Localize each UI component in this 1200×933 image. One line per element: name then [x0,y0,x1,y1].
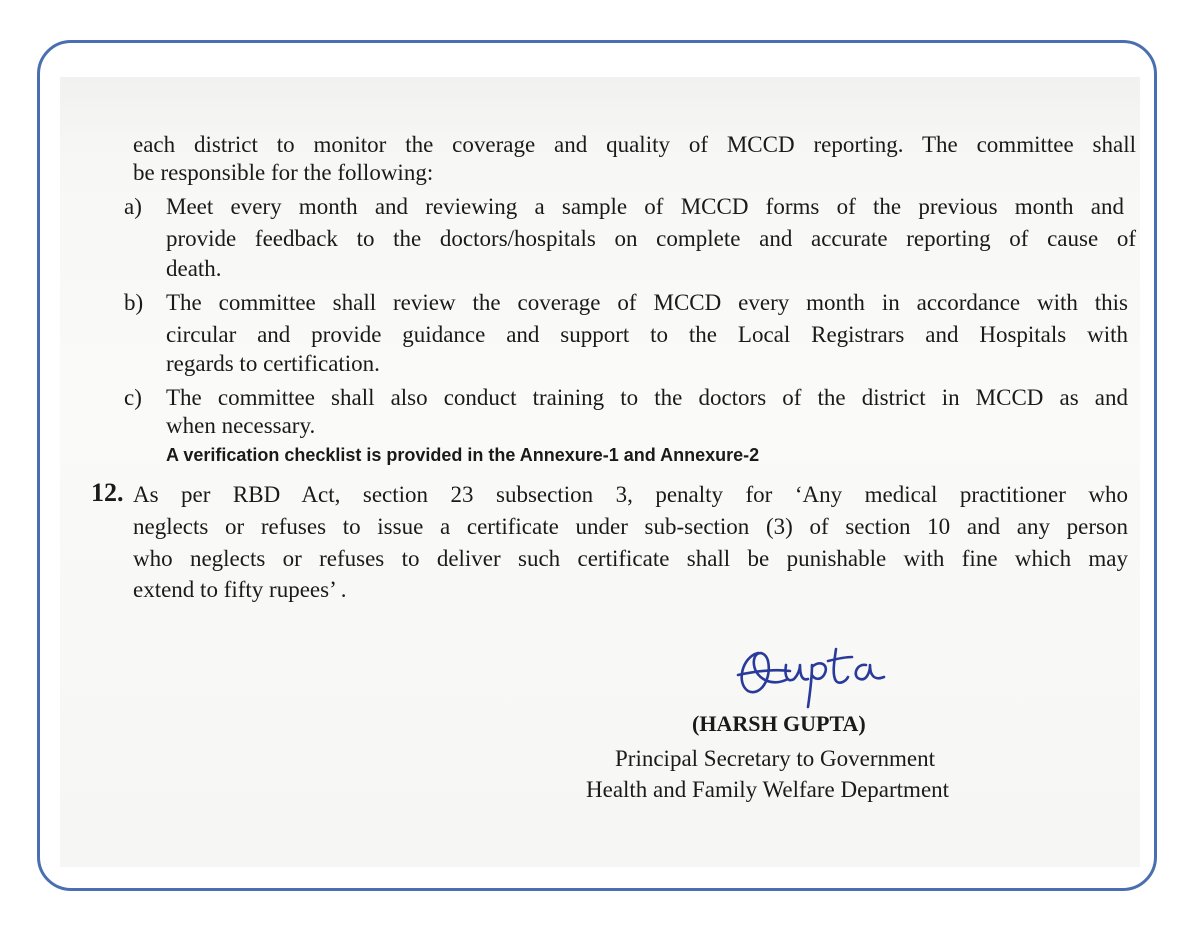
list-item-line: death. [166,256,222,281]
intro-line: be responsible for the following: [133,160,434,185]
list-item-line: The committee shall review the coverage of MCCD every month in accordance with this [166,290,1128,315]
paragraph-line: neglects or refuses to issue a certificate under sub-section (3) of section 10 and any person [133,514,1128,539]
list-item-label: b) [124,290,144,315]
signatory-department: Health and Family Welfare Department [586,777,950,802]
list-item-line: when necessary. [166,413,316,438]
image-frame [37,40,1157,891]
signatory-designation: Principal Secretary to Government [615,746,935,771]
checklist-note: A verification checklist is provided in the Annexure-1 and Annexure-2 [166,445,760,465]
list-item-line: The committee shall also conduct training to the doctors of the district in MCCD as and [166,385,1128,410]
list-item-label: a) [124,194,142,219]
paragraph-line: who neglects or refuses to deliver such certificate shall be punishable with fine which may [133,546,1128,571]
list-item-line: provide feedback to the doctors/hospitals on complete and accurate reporting of cause of [166,226,1136,251]
handwritten-signature [728,635,898,715]
document-body [40,43,1157,891]
list-item-line: circular and provide guidance and support to the Local Registrars and Hospitals with [166,322,1128,347]
paragraph-line: extend to fifty rupees’ . [133,577,347,602]
list-item-line: Meet every month and reviewing a sample of MCCD forms of the previous month and [166,194,1124,219]
intro-line: each district to monitor the coverage and quality of MCCD reporting. The committee shall [133,132,1136,157]
list-item-line: regards to certification. [166,351,380,376]
signatory-name: (HARSH GUPTA) [692,711,866,736]
list-item-label: c) [124,385,142,410]
paragraph-number: 12. [91,478,124,507]
paragraph-line: As per RBD Act, section 23 subsection 3, penalty for ‘Any medical practitioner who [133,482,1128,507]
